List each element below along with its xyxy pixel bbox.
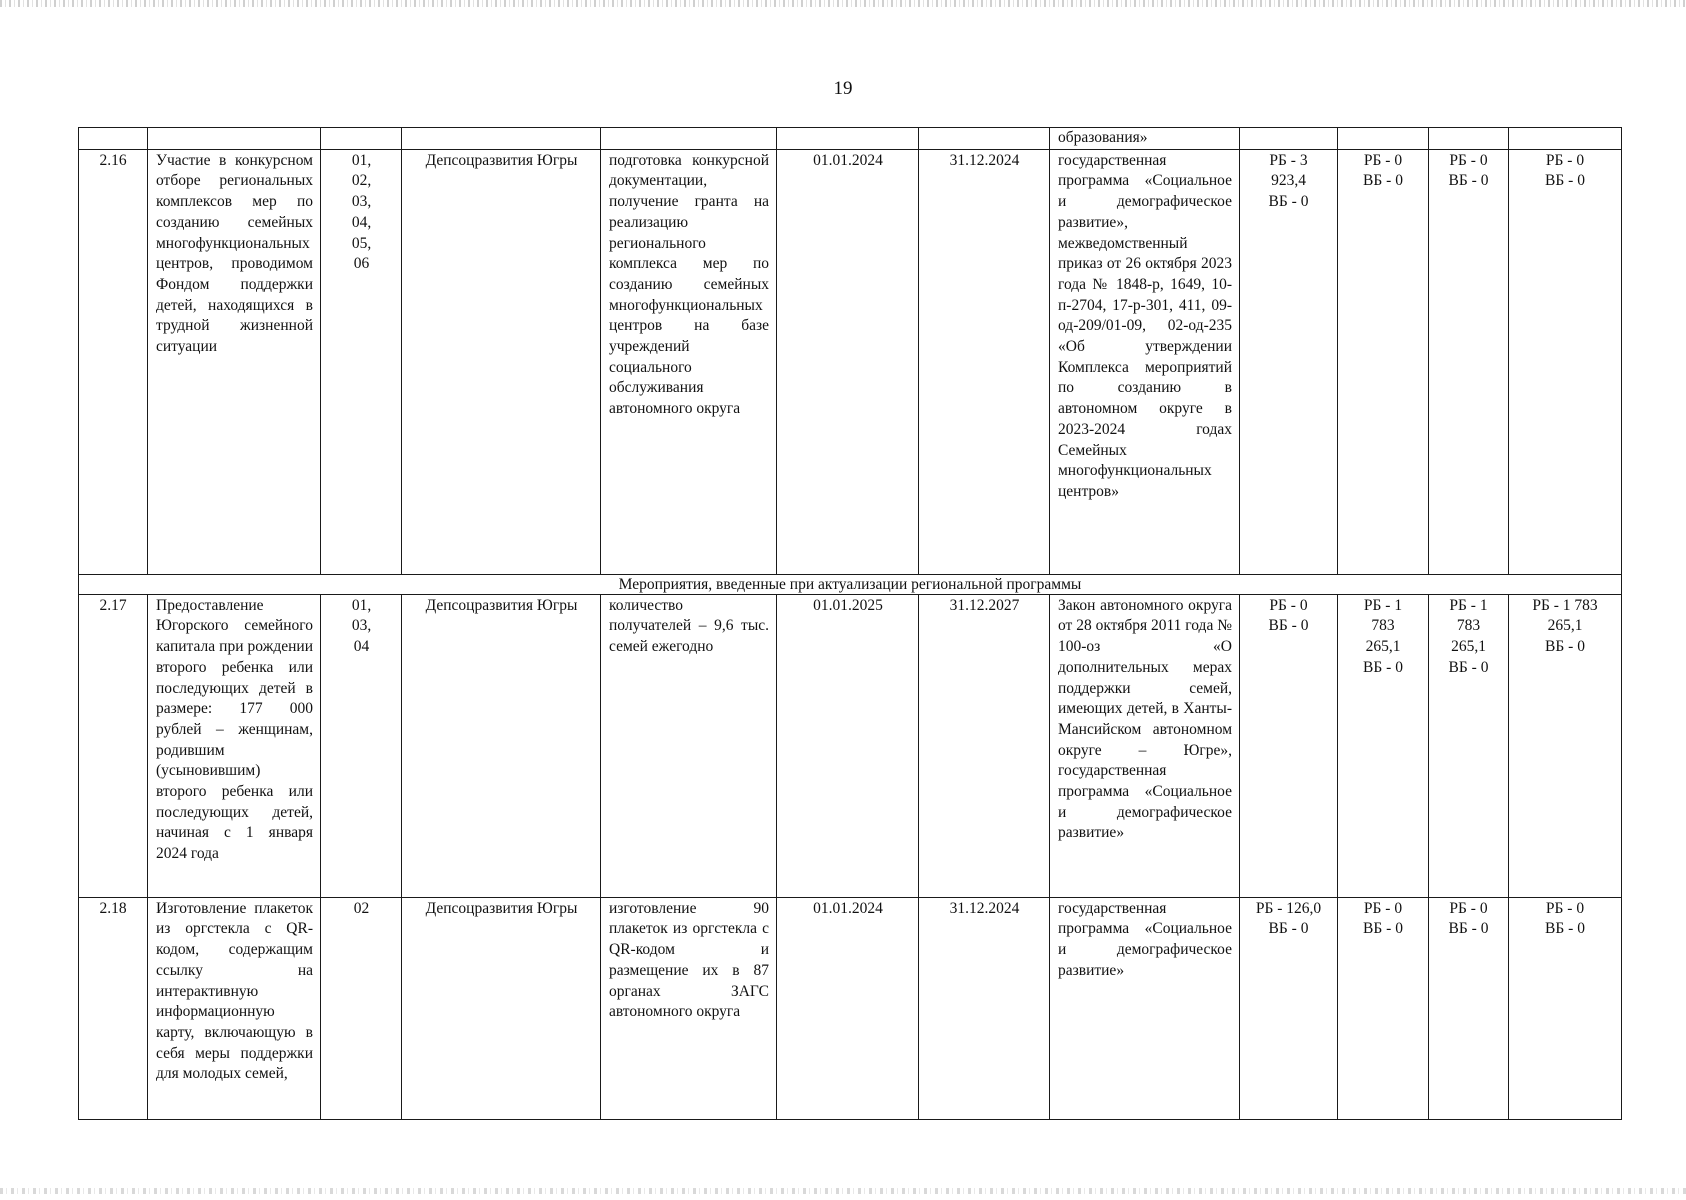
cell-name xyxy=(148,128,321,150)
cell-finance-3: РБ - 1 783 265,1 ВБ - 0 xyxy=(1429,594,1509,897)
cell-finance-3: РБ - 0 ВБ - 0 xyxy=(1429,149,1509,574)
cell-num: 2.16 xyxy=(79,149,148,574)
cell-finance-3: РБ - 0 ВБ - 0 xyxy=(1429,897,1509,1119)
table-row xyxy=(79,594,1622,897)
cell-basis: государственная программа «Социальное и демографическое развитие», межведомственный приказ от 26 октября 2023 года № 1848-р, 1649, 10-п-2704, 17-р-301, 411, 09-од-209/01-09, 02-од-235 «Об утверждении Комплекса мероприятий по созданию в автономном округе в 2023-2024 годах Семейных многофункциональных центров» xyxy=(1050,149,1240,574)
cell-end xyxy=(919,128,1050,150)
cell-finance-4: РБ - 0 ВБ - 0 xyxy=(1509,897,1622,1119)
cell-finance-2: РБ - 1 783 265,1 ВБ - 0 xyxy=(1338,594,1429,897)
cell-start xyxy=(777,128,919,150)
cell-finance-4: РБ - 0 ВБ - 0 xyxy=(1509,149,1622,574)
table-row xyxy=(79,149,1622,574)
section-header-row xyxy=(79,574,1622,594)
cell-num: 2.18 xyxy=(79,897,148,1119)
table-row-continuation xyxy=(79,128,1622,150)
cell-codes: 02 xyxy=(321,897,402,1119)
cell-executor: Депсоцразвития Югры xyxy=(402,897,601,1119)
cell-codes xyxy=(321,128,402,150)
cell-result: количество получателей – 9,6 тыс. семей ежегодно xyxy=(601,594,777,897)
cell-finance-4 xyxy=(1509,128,1622,150)
cell-start: 01.01.2025 xyxy=(777,594,919,897)
cell-basis: Закон автономного округа от 28 октября 2011 года № 100-оз «О дополнительных мерах поддержки семей, имеющих детей, в Ханты-Мансийском автономном округе – Югре», государственная программа «Социальное и демографическое развитие» xyxy=(1050,594,1240,897)
cell-num: 2.17 xyxy=(79,594,148,897)
cell-executor: Депсоцразвития Югры xyxy=(402,594,601,897)
cell-finance-2: РБ - 0 ВБ - 0 xyxy=(1338,897,1429,1119)
cell-executor: Депсоцразвития Югры xyxy=(402,149,601,574)
cell-finance-1: РБ - 0 ВБ - 0 xyxy=(1240,594,1338,897)
cell-finance-1: РБ - 3 923,4 ВБ - 0 xyxy=(1240,149,1338,574)
cell-finance-4: РБ - 1 783 265,1 ВБ - 0 xyxy=(1509,594,1622,897)
cell-name: Изготовление плакеток из оргстекла с QR-кодом, содержащим ссылку на интерактивную информационную карту, включающую в себя меры поддержки для молодых семей, xyxy=(148,897,321,1119)
cell-basis: государственная программа «Социальное и демографическое развитие» xyxy=(1050,897,1240,1119)
cell-result xyxy=(601,128,777,150)
cell-executor xyxy=(402,128,601,150)
cell-start: 01.01.2024 xyxy=(777,149,919,574)
cell-finance-2 xyxy=(1338,128,1429,150)
page-number: 19 xyxy=(833,78,853,99)
cell-num xyxy=(79,128,148,150)
cell-codes: 01, 03, 04 xyxy=(321,594,402,897)
section-header: Мероприятия, введенные при актуализации региональной программы xyxy=(79,574,1622,594)
cell-finance-1 xyxy=(1240,128,1338,150)
scan-edge-top xyxy=(0,0,1686,7)
cell-result: подготовка конкурсной документации, получение гранта на реализацию регионального комплекса мер по созданию семейных многофункциональных центров на базе учреждений социального обслуживания автономного округа xyxy=(601,149,777,574)
cell-end: 31.12.2024 xyxy=(919,149,1050,574)
cell-codes: 01, 02, 03, 04, 05, 06 xyxy=(321,149,402,574)
scan-edge-bottom xyxy=(0,1188,1686,1194)
cell-finance-3 xyxy=(1429,128,1509,150)
cell-result: изготовление 90 плакеток из оргстекла с QR-кодом и размещение их в 87 органах ЗАГС автономного округа xyxy=(601,897,777,1119)
cell-basis: образования» xyxy=(1050,128,1240,150)
cell-end: 31.12.2027 xyxy=(919,594,1050,897)
measures-table xyxy=(78,127,1622,1120)
cell-finance-1: РБ - 126,0 ВБ - 0 xyxy=(1240,897,1338,1119)
cell-end: 31.12.2024 xyxy=(919,897,1050,1119)
cell-name: Предоставление Югорского семейного капитала при рождении второго ребенка или последующих детей в размере: 177 000 рублей – женщинам, родившим (усыновившим) второго ребенка или последующих детей, начиная с 1 января 2024 года xyxy=(148,594,321,897)
cell-start: 01.01.2024 xyxy=(777,897,919,1119)
cell-name: Участие в конкурсном отборе региональных комплексов мер по созданию семейных многофункциональных центров, проводимом Фондом поддержки детей, находящихся в трудной жизненной ситуации xyxy=(148,149,321,574)
cell-finance-2: РБ - 0 ВБ - 0 xyxy=(1338,149,1429,574)
table-row xyxy=(79,897,1622,1119)
